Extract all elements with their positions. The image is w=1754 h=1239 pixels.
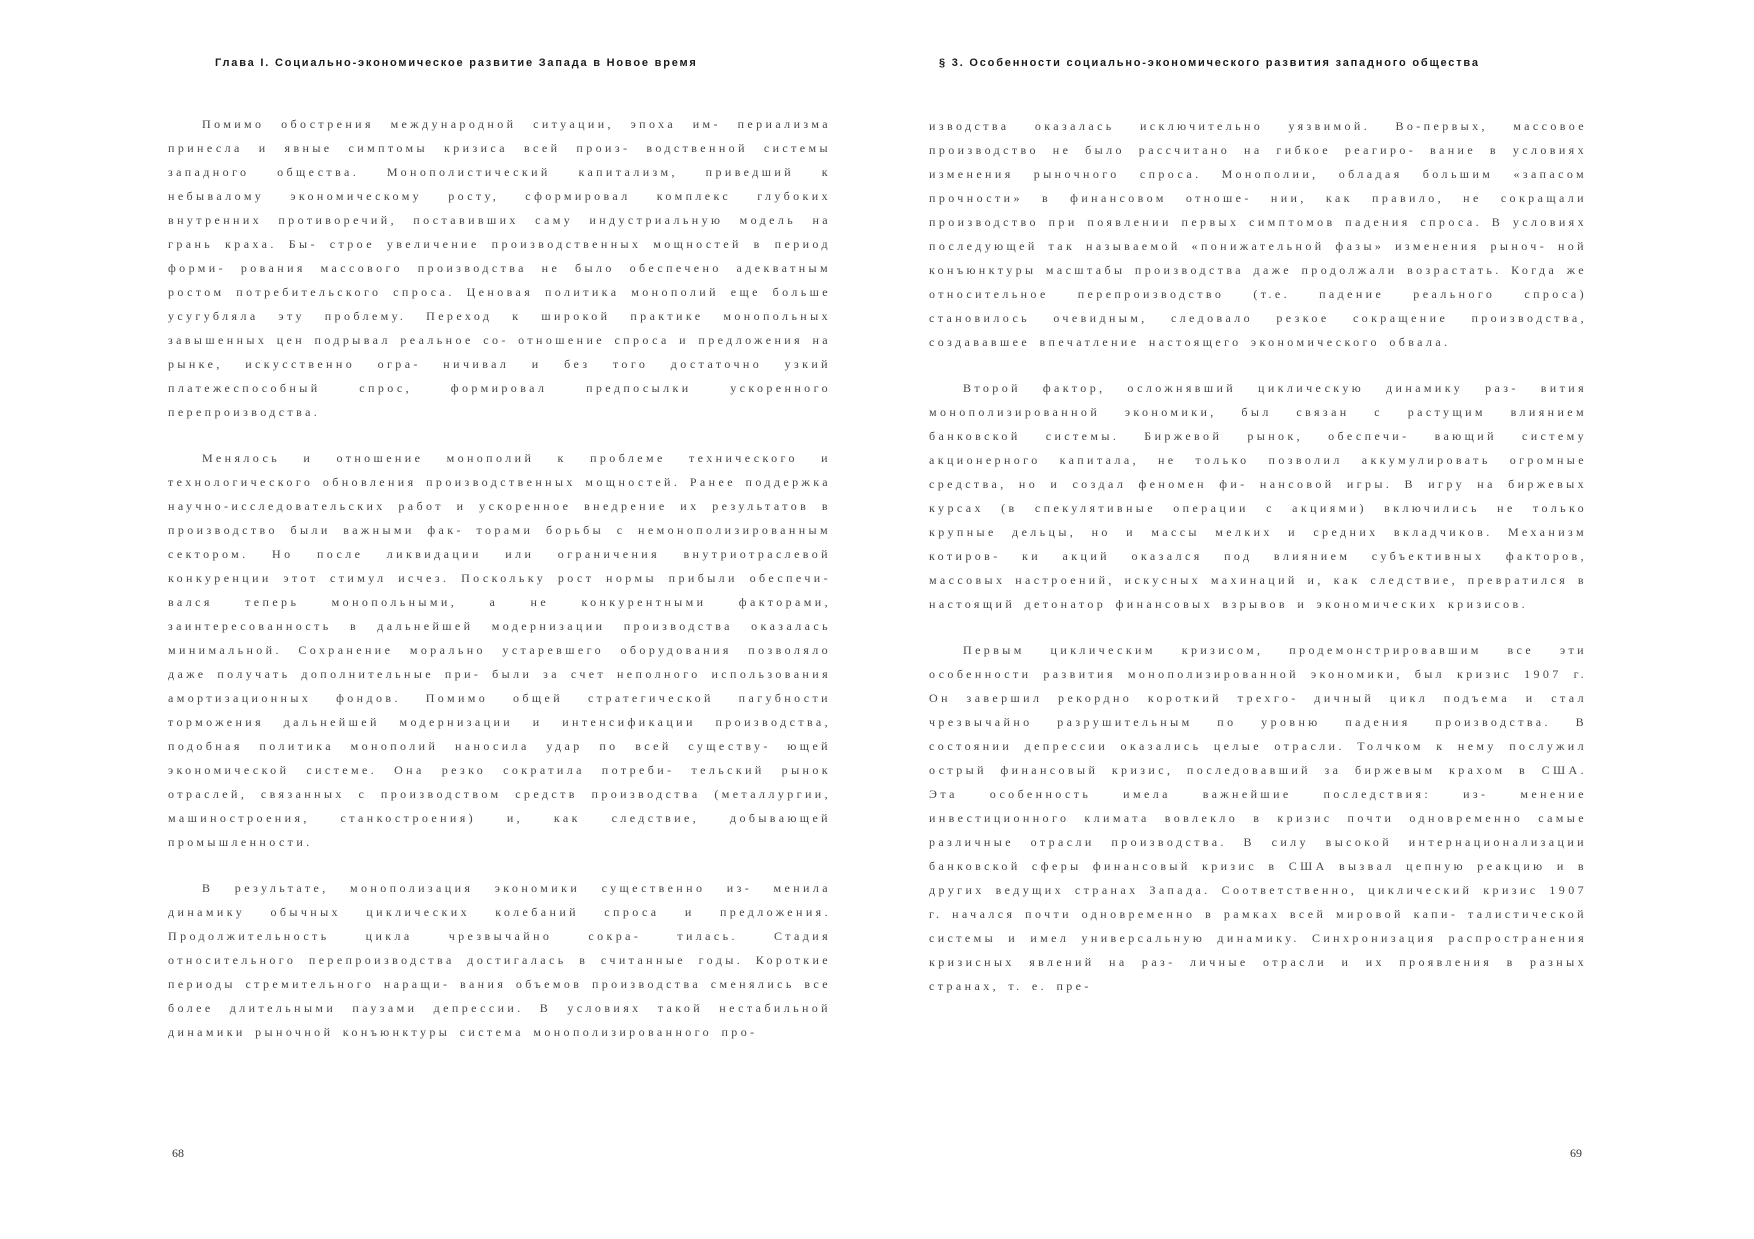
paragraph: Помимо обострения международной ситуации, эпоха им- периализма принесла и явные симптомы кризиса всей произ- водственной системы западного общества. Монополистический капитализм, приведший к небывалому экономическому росту, сформировал комплекс глубоких внутренних противоречий, поставивших саму индустриальную модель на грань краха. Бы- строе увеличение производственных мощностей в период форми- рования массового производства не было обеспечено адекватным ростом потребительского спроса. Ценовая политика монополий еще больше усугубляла эту проблему. Переход к широкой практике монопольных завышенных цен подрывал реальное со- отношение спроса и предложения на рынке, искусственно огра- ничивал и без того достаточно узкий платежеспособный спрос, формировал предпосылки ускоренного перепроизводства.	[168, 117, 831, 419]
running-head-right: § 3. Особенности социально-экономического развития западного общества	[939, 57, 1480, 69]
running-head-left: Глава I. Социально-экономическое развитие Запада в Новое время	[215, 57, 698, 69]
paragraph: Менялось и отношение монополий к проблеме технического и технологического обновления производственных мощностей. Ранее поддержка научно-исследовательских работ и ускоренное внедрение их результатов в производство были важными фак- торами борьбы с немонополизированным сектором. Но после ликвидации или ограничения внутриотраслевой конкуренции этот стимул исчез. Поскольку рост нормы прибыли обеспечи- вался теперь монопольными, а не конкурентными факторами, заинтересованность в дальнейшей модернизации производства оказалась минимальной. Сохранение морально устаревшего оборудования позволяло даже получать дополнительные при- были за счет неполного использования амортизационных фондов. Помимо общей стратегической пагубности торможения дальнейшей модернизации и интенсификации производства, подобная политика монополий наносила удар по всей существу- ющей экономической системе. Она резко сократила потреби- тельский рынок отраслей, связанных с производством средств производства (металлургии, машиностроения, станкостроения) и, как следствие, добывающей промышленности.	[168, 451, 831, 849]
paragraph: Второй фактор, осложнявший циклическую динамику раз- вития монополизированной экономики, был связан с растущим влиянием банковской системы. Биржевой рынок, обеспечи- вающий систему акционерного капитала, не только позволил аккумулировать огромные средства, но и создал феномен фи- нансовой игры. В игру на биржевых курсах (в спекулятивные операции с акциями) включились не только крупные дельцы, но и массы мелких и средних вкладчиков. Механизм котиров- ки акций оказался под влиянием субъективных факторов, массовых настроений, искусных махинаций и, как следствие, превратился в настоящий детонатор финансовых взрывов и экономических кризисов.	[929, 381, 1587, 611]
paragraph: Первым циклическим кризисом, продемонстрировавшим все эти особенности развития монополизированной экономики, был кризис 1907 г. Он завершил рекордно короткий трехго- дичный цикл подъема и стал чрезвычайно разрушительным по уровню падения производства. В состоянии депрессии оказались целые отрасли. Толчком к нему послужил острый финансовый кризис, последовавший за биржевым крахом в США. Эта особенность имела важнейшие последствия: из- менение инвестиционного климата вовлекло в кризис почти одновременно самые различные отрасли производства. В силу высокой интернационализации банковской сферы финансовый кризис в США вызвал цепную реакцию и в других ведущих странах Запада. Соответственно, циклический кризис 1907 г. начался почти одновременно в рамках всей мировой капи- талистической системы и имел универсальную динамику. Синхронизация распространения кризисных явлений на раз- личные отрасли и их проявления в разных странах, т. е. пре-	[929, 643, 1587, 993]
paragraph: В результате, монополизация экономики существенно из- менила динамику обычных циклических колебаний спроса и предложения. Продолжительность цикла чрезвычайно сокра- тилась. Стадия относительного перепроизводства достигалась в считанные годы. Короткие периоды стремительного наращи- вания объемов производства сменялись все более длительными паузами депрессии. В условиях такой нестабильной динамики рыночной конъюнктуры система монополизированного про-	[168, 881, 831, 1039]
page-number-right: 69	[1570, 1146, 1582, 1160]
page-number-left: 68	[172, 1146, 184, 1160]
right-page	[877, 0, 1754, 1239]
body-text-left	[168, 112, 831, 1066]
paragraph: изводства оказалась исключительно уязвимой. Во-первых, массовое производство не было рассчитано на гибкое реагиро- вание в условиях изменения рыночного спроса. Монополии, обладая большим «запасом прочности» в финансовом отноше- нии, как правило, не сокращали производство при появлении первых симптомов падения спроса. В условиях последующей так называемой «понижательной фазы» изменения рыноч- ной конъюнктуры масштабы производства даже продолжали возрастать. Когда же относительное перепроизводство (т.е. падение реального спроса) становилось очевидным, следовало резкое сокращение производства, создававшее впечатление настоящего экономического обвала.	[929, 119, 1587, 349]
body-text-right	[929, 114, 1587, 1020]
